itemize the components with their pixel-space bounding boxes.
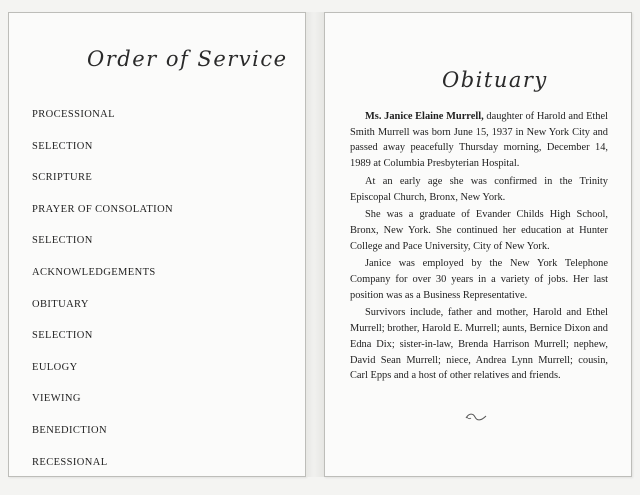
obituary-paragraph-text: daughter of Harold and Ethel Smith Murrell was born June 15, 1937 in New York City and passed away peacefully Thursday morning, December 14, 1989 at Columbia Presbyterian Hospital. bbox=[350, 111, 608, 170]
service-item: EULOGY bbox=[32, 361, 78, 373]
service-item: SELECTION bbox=[32, 140, 93, 152]
obituary-title: Obituary bbox=[442, 68, 548, 92]
service-item: VIEWING bbox=[32, 393, 81, 405]
order-of-service-list bbox=[32, 99, 173, 478]
service-item: SELECTION bbox=[32, 330, 93, 342]
order-of-service-page bbox=[8, 12, 306, 477]
obituary-paragraph: She was a graduate of Evander Childs High School, Bronx, New York. She continued her education at Hunter College and Pace University, City of New York. bbox=[350, 209, 608, 252]
fold-gutter bbox=[306, 12, 324, 477]
flourish-icon bbox=[464, 412, 488, 422]
service-item: OBITUARY bbox=[32, 298, 89, 310]
service-item: BENEDICTION bbox=[32, 424, 107, 436]
service-item: ACKNOWLEDGEMENTS bbox=[32, 266, 156, 278]
deceased-name: Ms. Janice Elaine Murrell, bbox=[365, 111, 484, 122]
obituary-page bbox=[324, 12, 632, 477]
service-item: SELECTION bbox=[32, 235, 93, 247]
order-of-service-title: Order of Service bbox=[87, 47, 288, 71]
service-item: PROCESSIONAL bbox=[32, 109, 115, 120]
service-item: PRAYER OF CONSOLATION bbox=[32, 203, 174, 215]
obituary-paragraph: Janice was employed by the New York Telephone Company for over 30 years in a variety of jobs. Her last position was as a Business Representative. bbox=[350, 258, 608, 301]
obituary-text bbox=[350, 109, 608, 386]
obituary-paragraph: At an early age she was confirmed in the Trinity Episcopal Church, Bronx, New York. bbox=[350, 175, 608, 203]
obituary-paragraph: Survivors include, father and mother, Harold and Ethel Murrell; brother, Harold E. Murrell; aunts, Bernice Dixon and Edna Dix; sister-in-law, Brenda Harrison Murrell; nephew, David Sean Murrell; niece, Andrea Lynn Murrell; cousin, Carl Epps and a host of other relatives and friends. bbox=[350, 307, 608, 382]
service-item: RECESSIONAL bbox=[32, 456, 108, 468]
obituary-paragraph bbox=[350, 109, 608, 172]
service-item: SCRIPTURE bbox=[32, 172, 93, 184]
